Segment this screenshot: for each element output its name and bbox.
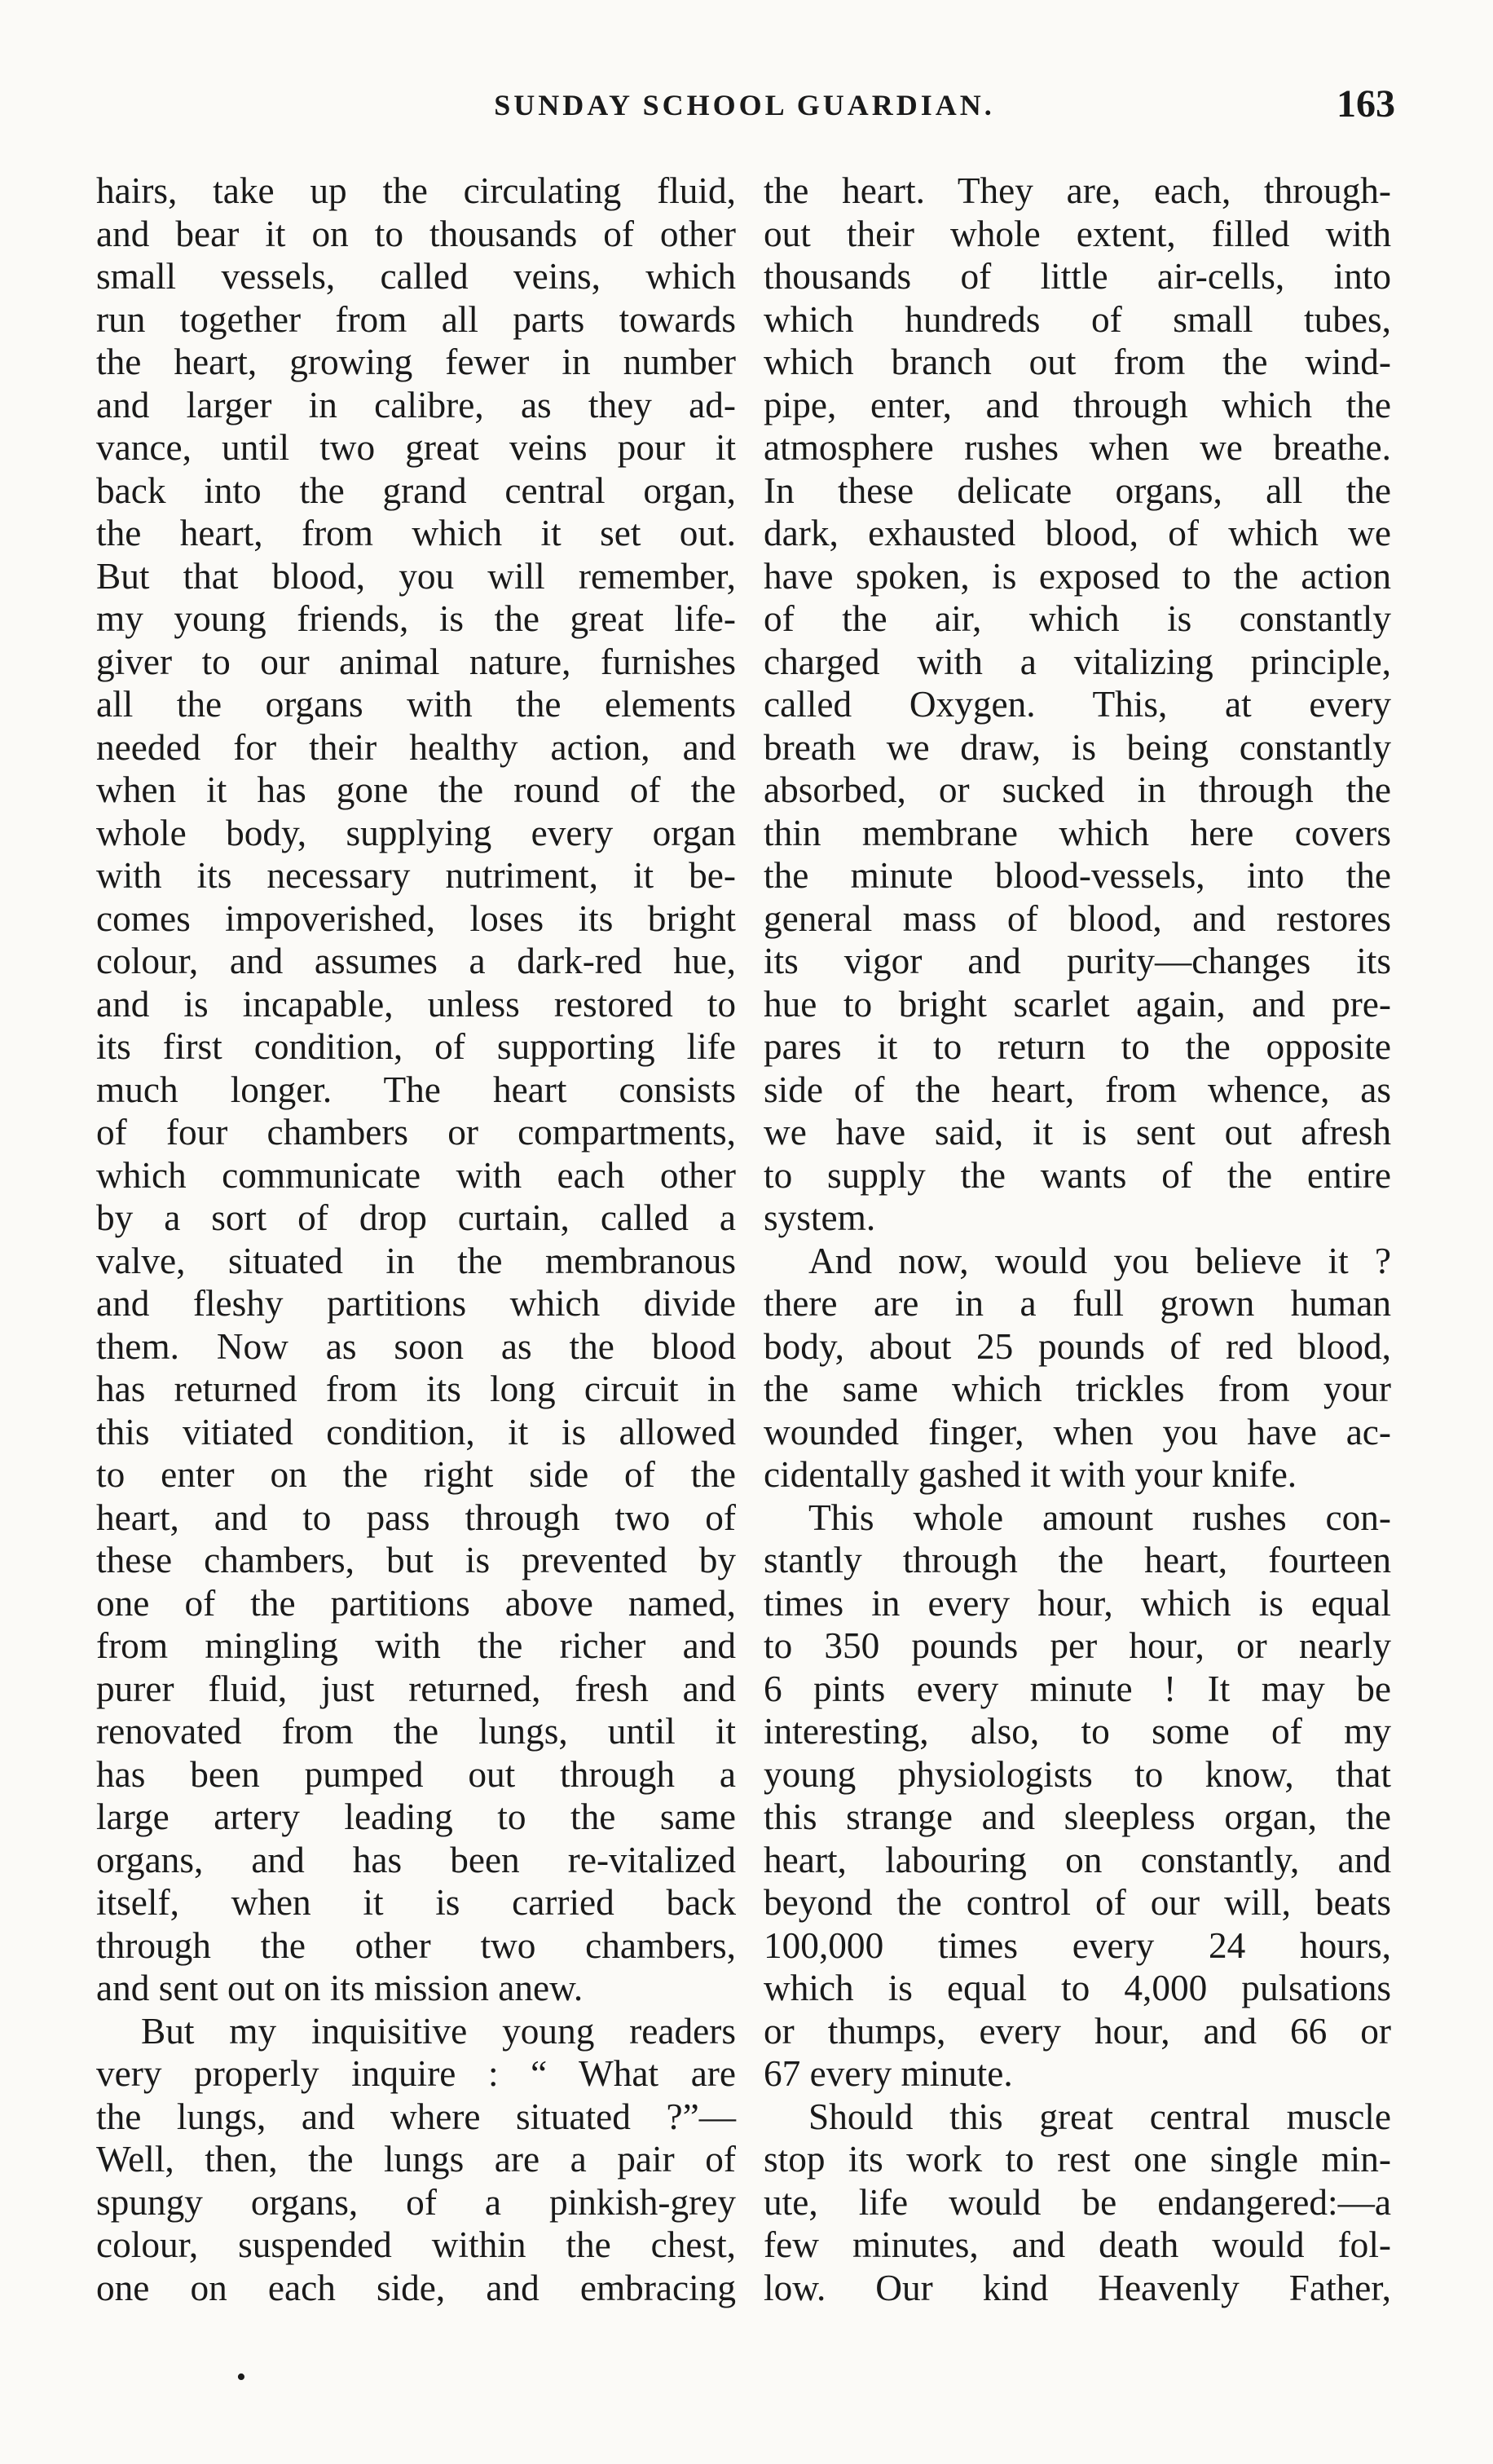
text-line: 67 every minute. <box>764 2053 1013 2094</box>
text-line: and bear it on to thousands of other <box>96 213 736 254</box>
text-line: wounded finger, when you have ac- <box>764 1411 1391 1452</box>
text-line: thin membrane which here covers <box>764 812 1391 853</box>
text-line: this vitiated condition, it is allowed <box>96 1411 736 1452</box>
text-line: called Oxygen. This, at every <box>764 684 1391 725</box>
text-line: much longer. The heart consists <box>96 1069 736 1110</box>
page-header <box>94 82 1395 145</box>
text-line: through the other two chambers, <box>96 1924 736 1966</box>
text-line: to supply the wants of the entire <box>764 1154 1391 1196</box>
text-line: renovated from the lungs, until it <box>96 1711 736 1752</box>
text-line: interesting, also, to some of my <box>764 1711 1391 1752</box>
text-line: ute, life would be endangered:—a <box>764 2181 1391 2223</box>
text-line: breath we draw, is being constantly <box>764 726 1391 768</box>
text-line: few minutes, and death would fol- <box>764 2224 1391 2265</box>
text-line: and fleshy partitions which divide <box>96 1283 736 1324</box>
text-line: dark, exhausted blood, of which we <box>764 513 1391 553</box>
text-line: this strange and sleepless organ, the <box>764 1796 1391 1837</box>
text-line: has been pumped out through a <box>96 1753 736 1795</box>
left-column <box>96 170 736 2309</box>
text-line: my young friends, is the great life- <box>96 598 736 639</box>
text-line: But my inquisitive young readers <box>141 2010 736 2052</box>
text-line: from mingling with the richer and <box>96 1625 736 1666</box>
text-line: cidentally gashed it with your knife. <box>764 1454 1297 1495</box>
footer-ornament: • <box>236 2362 246 2392</box>
text-line: have spoken, is exposed to the action <box>764 555 1391 597</box>
page-number: 163 <box>1337 82 1395 126</box>
text-line: there are in a full grown human <box>764 1283 1391 1324</box>
text-line: atmosphere rushes when we breathe. <box>764 427 1391 468</box>
text-line: young physiologists to know, that <box>764 1753 1391 1795</box>
text-line: But that blood, you will remember, <box>96 555 736 597</box>
text-line: pares it to return to the opposite <box>764 1026 1391 1067</box>
text-line: which is equal to 4,000 pulsations <box>764 1968 1391 2008</box>
text-line: And now, would you believe it ? <box>808 1240 1391 1281</box>
text-line: the minute blood-vessels, into the <box>764 855 1391 896</box>
text-line: charged with a vitalizing principle, <box>764 641 1391 682</box>
text-line: system. <box>764 1197 876 1238</box>
text-line: large artery leading to the same <box>96 1796 736 1837</box>
text-line: all the organs with the elements <box>96 684 736 725</box>
text-line: the lungs, and where situated ?”— <box>96 2096 736 2137</box>
text-line: colour, and assumes a dark-red hue, <box>96 941 736 981</box>
text-line: absorbed, or sucked in through the <box>764 769 1391 810</box>
text-line: of four chambers or compartments, <box>96 1112 736 1153</box>
text-line: run together from all parts towards <box>96 298 736 340</box>
text-line: to 350 pounds per hour, or nearly <box>764 1625 1391 1666</box>
text-line: colour, suspended within the chest, <box>96 2224 736 2265</box>
text-line: to enter on the right side of the <box>96 1454 736 1495</box>
text-line: them. Now as soon as the blood <box>96 1325 736 1367</box>
text-line: pipe, enter, and through which the <box>764 384 1391 425</box>
text-line: stop its work to rest one single min- <box>764 2139 1391 2180</box>
text-line: 6 pints every minute ! It may be <box>764 1668 1391 1709</box>
text-line: and is incapable, unless restored to <box>96 983 736 1025</box>
text-line: these chambers, but is prevented by <box>96 1540 736 1580</box>
text-line: the heart, from which it set out. <box>96 513 736 553</box>
text-line: has returned from its long circuit in <box>96 1369 736 1409</box>
text-line: by a sort of drop curtain, called a <box>96 1197 736 1238</box>
text-line: times in every hour, which is equal <box>764 1582 1391 1624</box>
text-line: one of the partitions above named, <box>96 1582 736 1624</box>
text-line: back into the grand central organ, <box>96 469 736 511</box>
text-line: This whole amount rushes con- <box>808 1496 1391 1538</box>
text-line: body, about 25 pounds of red blood, <box>764 1325 1391 1367</box>
text-line: Should this great central muscle <box>808 2096 1391 2137</box>
text-line: the same which trickles from your <box>764 1369 1391 1409</box>
text-line: organs, and has been re-vitalized <box>96 1839 736 1880</box>
text-line: which hundreds of small tubes, <box>764 298 1391 340</box>
text-line: the heart. They are, each, through- <box>764 170 1391 211</box>
text-line: low. Our kind Heavenly Father, <box>764 2267 1391 2308</box>
text-line: the heart, growing fewer in number <box>96 342 736 382</box>
text-line: vance, until two great veins pour it <box>96 427 736 468</box>
text-line: giver to our animal nature, furnishes <box>96 641 736 682</box>
text-line: In these delicate organs, all the <box>764 469 1391 511</box>
text-line: spungy organs, of a pinkish-grey <box>96 2181 736 2223</box>
text-line: valve, situated in the membranous <box>96 1240 736 1281</box>
right-column <box>764 170 1391 2309</box>
text-line: general mass of blood, and restores <box>764 897 1391 939</box>
text-line: which communicate with each other <box>96 1154 736 1196</box>
running-head: SUNDAY SCHOOL GUARDIAN. <box>494 89 995 121</box>
text-line: one on each side, and embracing <box>96 2267 736 2308</box>
text-line: Well, then, the lungs are a pair of <box>96 2139 736 2180</box>
text-line: small vessels, called veins, which <box>96 256 736 297</box>
text-line: whole body, supplying every organ <box>96 812 736 853</box>
text-line: when it has gone the round of the <box>96 769 736 810</box>
text-line: itself, when it is carried back <box>96 1882 736 1923</box>
text-line: hairs, take up the circulating fluid, <box>96 170 736 211</box>
text-line: beyond the control of our will, beats <box>764 1882 1391 1923</box>
text-line: hue to bright scarlet again, and pre- <box>764 983 1391 1025</box>
text-line: needed for their healthy action, and <box>96 726 736 768</box>
text-line: heart, labouring on constantly, and <box>764 1839 1391 1880</box>
text-line: 100,000 times every 24 hours, <box>764 1924 1391 1966</box>
text-line: of the air, which is constantly <box>764 598 1391 639</box>
text-line: heart, and to pass through two of <box>96 1496 736 1538</box>
text-line: and larger in calibre, as they ad- <box>96 384 736 425</box>
text-line: very properly inquire : “ What are <box>96 2053 736 2094</box>
text-line: its first condition, of supporting life <box>96 1026 736 1067</box>
text-line: comes impoverished, loses its bright <box>96 897 736 939</box>
text-line: its vigor and purity—changes its <box>764 941 1391 981</box>
text-line: and sent out on its mission anew. <box>96 1968 584 2008</box>
text-line: purer fluid, just returned, fresh and <box>96 1668 736 1709</box>
text-line: out their whole extent, filled with <box>764 213 1391 254</box>
text-line: with its necessary nutriment, it be- <box>96 855 736 896</box>
text-line: which branch out from the wind- <box>764 342 1391 382</box>
text-line: stantly through the heart, fourteen <box>764 1540 1391 1580</box>
text-line: or thumps, every hour, and 66 or <box>764 2010 1391 2052</box>
text-line: we have said, it is sent out afresh <box>764 1112 1391 1153</box>
text-line: thousands of little air-cells, into <box>764 256 1391 297</box>
text-line: side of the heart, from whence, as <box>764 1069 1391 1110</box>
